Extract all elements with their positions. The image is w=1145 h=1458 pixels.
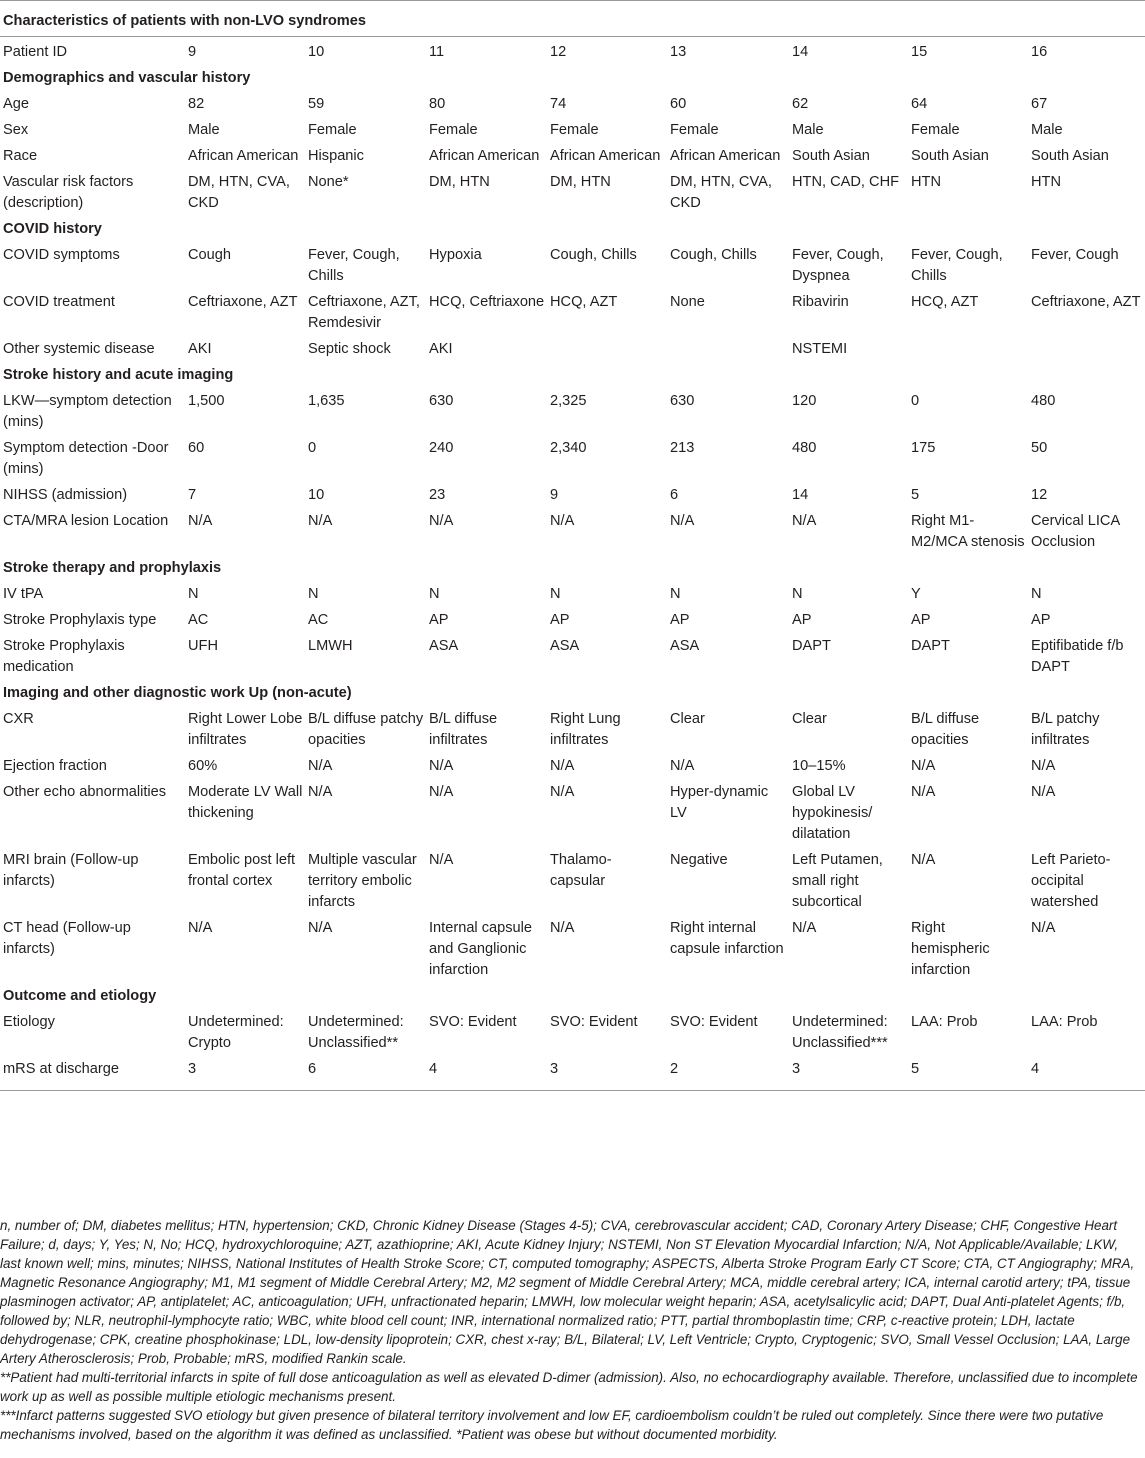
table-row (0, 117, 1145, 143)
table-cell: 5 (911, 487, 920, 503)
row-label: Sex (3, 122, 29, 138)
row-label: NIHSS (admission) (3, 487, 128, 503)
table-cell: African American (188, 148, 299, 164)
table-cell: AC (308, 612, 329, 628)
table-cell: South Asian (911, 148, 989, 164)
table-cell: African American (670, 148, 781, 164)
row-label: Ejection fraction (3, 758, 107, 774)
patient-id-cell: 10 (308, 44, 325, 60)
table-cell: Y (911, 586, 921, 602)
section-heading-row (0, 555, 1145, 581)
table-cell: Undetermined: Unclassified** (308, 1014, 404, 1051)
row-label: CTA/MRA lesion Location (3, 513, 169, 529)
table-row (0, 91, 1145, 117)
table-row (0, 915, 1145, 983)
table-cell: Ceftriaxone, AZT, Remdesivir (308, 294, 420, 331)
table-cell: DAPT (911, 638, 950, 654)
table-cell: N/A (550, 758, 575, 774)
table-cell: AKI (429, 341, 453, 357)
table-cell: Hispanic (308, 148, 364, 164)
table-cell: African American (429, 148, 540, 164)
table-cell: 4 (426, 1056, 547, 1091)
table-cell: Right internal capsule infarction (670, 920, 784, 957)
table-cell: N/A (550, 513, 575, 529)
row-label: Age (3, 96, 29, 112)
row-label: mRS at discharge (0, 1056, 185, 1091)
row-label: Symptom detection -Door (mins) (3, 440, 169, 477)
table-cell: ASA (429, 638, 459, 654)
table-cell: DM, HTN, CVA, CKD (670, 174, 772, 211)
table-row (0, 336, 1145, 362)
table-cell (1028, 336, 1145, 362)
table-cell: LMWH (308, 638, 353, 654)
table-cell: N/A (792, 513, 817, 529)
row-label: Other echo abnormalities (3, 784, 167, 800)
table-row (0, 706, 1145, 753)
table-cell: Cough, Chills (550, 247, 637, 263)
table-cell: AP (1031, 612, 1051, 628)
row-label: IV tPA (3, 586, 44, 602)
table-cell: Ceftriaxone, AZT (1031, 294, 1141, 310)
table-cell: Clear (670, 711, 705, 727)
patient-id-cell: 12 (550, 44, 567, 60)
section-heading-row (0, 983, 1145, 1009)
table-cell: DM, HTN (550, 174, 611, 190)
table-row (0, 753, 1145, 779)
table-cell: 480 (1031, 393, 1056, 409)
table-cell: SVO: Evident (670, 1014, 758, 1030)
table-cell: 50 (1031, 440, 1048, 456)
table-cell: 9 (550, 487, 559, 503)
table-cell: HTN, CAD, CHF (792, 174, 900, 190)
table-cell (667, 336, 789, 362)
table-cell: 23 (429, 487, 446, 503)
table-cell: SVO: Evident (429, 1014, 517, 1030)
row-label: LKW—symptom detection (mins) (3, 393, 172, 430)
row-label: MRI brain (Follow-up infarcts) (3, 852, 139, 889)
table-row (0, 143, 1145, 169)
table-cell: AP (550, 612, 570, 628)
table-cell: DAPT (792, 638, 831, 654)
table-cell: N (670, 586, 681, 602)
table-cell: AP (429, 612, 449, 628)
row-label: CXR (3, 711, 34, 727)
table-cell: 2,340 (550, 440, 587, 456)
table-cell: South Asian (1031, 148, 1109, 164)
table-cell: 10 (308, 487, 325, 503)
table-cell: HCQ, AZT (911, 294, 979, 310)
row-label: Other systemic disease (3, 341, 155, 357)
table-cell: 175 (911, 440, 936, 456)
table-cell: HTN (911, 174, 941, 190)
row-label: Patient ID (3, 44, 68, 60)
table-cell: N/A (429, 513, 454, 529)
table-cell: Global LV hypokinesis/ dilatation (792, 784, 873, 842)
table-cell: B/L diffuse infiltrates (429, 711, 498, 748)
table-cell: Right Lung infiltrates (550, 711, 621, 748)
row-label: Etiology (3, 1014, 55, 1030)
table-cell: ASA (670, 638, 700, 654)
table-cell: LAA: Prob (911, 1014, 978, 1030)
table-cell: 2,325 (550, 393, 587, 409)
table-cell: DM, HTN, CVA, CKD (188, 174, 290, 211)
table-cell: 80 (429, 96, 446, 112)
table-cell: 480 (792, 440, 817, 456)
table-cell: 3 (789, 1056, 908, 1091)
table-cell: 60% (188, 758, 218, 774)
row-label: Stroke Prophylaxis medication (3, 638, 125, 675)
table-cell: Male (188, 122, 220, 138)
table-cell: 240 (429, 440, 454, 456)
row-label: Race (3, 148, 38, 164)
table-cell: Fever, Cough, Chills (911, 247, 1003, 284)
table-cell: Right hemispheric infarction (911, 920, 990, 978)
table-cell: Female (550, 122, 599, 138)
table-cell: HCQ, Ceftriaxone (429, 294, 545, 310)
section-heading-row (0, 680, 1145, 706)
table-cell: 60 (188, 440, 205, 456)
table-cell: N (550, 586, 561, 602)
section-heading-row (0, 362, 1145, 388)
table-title-row (0, 1, 1145, 37)
table-cell: AP (911, 612, 931, 628)
table-cell: N/A (670, 513, 695, 529)
table-cell: 0 (911, 393, 920, 409)
table-cell: N/A (429, 758, 454, 774)
patient-id-cell: 13 (670, 44, 687, 60)
footnote-double-star: **Patient had multi-territorial infarcts in spite of full dose anticoagulation as well as elevated D-dimer (admission). Also, no echocardiography available. Therefore, unclassified due to incomplete work up as well as possible multiple etiologic mechanisms present. (0, 1370, 1138, 1404)
table-cell: Thalamo-capsular (550, 852, 612, 889)
table-cell: Hyper-dynamic LV (670, 784, 769, 821)
table-cell (908, 336, 1028, 362)
table-row (0, 435, 1145, 482)
table-cell: Clear (792, 711, 827, 727)
table-cell: N/A (308, 513, 333, 529)
table-row (0, 242, 1145, 289)
table-cell: South Asian (792, 148, 870, 164)
table-cell: B/L patchy infiltrates (1031, 711, 1100, 748)
table-cell: None* (308, 174, 349, 190)
table-cell: Internal capsule and Ganglionic infarction (429, 920, 533, 978)
row-label: Stroke Prophylaxis type (3, 612, 157, 628)
table-cell: Cough (188, 247, 232, 263)
table-cell: African American (550, 148, 661, 164)
table-cell: 0 (308, 440, 317, 456)
table-cell: 7 (188, 487, 197, 503)
table-cell: AP (792, 612, 812, 628)
table-cell: 14 (792, 487, 809, 503)
table-cell: 2 (667, 1056, 789, 1091)
table-cell: Right Lower Lobe infiltrates (188, 711, 303, 748)
table-cell: N/A (188, 920, 213, 936)
table-cell: 1,635 (308, 393, 345, 409)
table-cell: 64 (911, 96, 928, 112)
table-cell: N/A (911, 758, 936, 774)
table-cell: 3 (547, 1056, 667, 1091)
table-cell: 59 (308, 96, 325, 112)
table-cell: N (429, 586, 440, 602)
table-cell: Moderate LV Wall thickening (188, 784, 303, 821)
table-cell: Multiple vascular territory embolic infarcts (308, 852, 417, 910)
table-title: Characteristics of patients with non-LVO syndromes (0, 1, 1145, 37)
table-cell: None (670, 294, 705, 310)
table-cell: N/A (550, 784, 575, 800)
table-cell: Ceftriaxone, AZT (188, 294, 298, 310)
table-cell: 10–15% (792, 758, 846, 774)
table-cell: Left Putamen, small right subcortical (792, 852, 883, 910)
row-label: COVID symptoms (3, 247, 120, 263)
table-row (0, 1056, 1145, 1091)
table-cell: Fever, Cough, Dyspnea (792, 247, 884, 284)
table-cell: Fever, Cough (1031, 247, 1119, 263)
table-cell: Male (792, 122, 824, 138)
table-cell: Male (1031, 122, 1063, 138)
table-cell: 5 (908, 1056, 1028, 1091)
table-cell: 120 (792, 393, 817, 409)
table-cell: 630 (429, 393, 454, 409)
table-cell: Cough, Chills (670, 247, 757, 263)
table-cell: 6 (670, 487, 679, 503)
table-cell: N/A (550, 920, 575, 936)
table-cell: Female (670, 122, 719, 138)
table-cell: 6 (305, 1056, 426, 1091)
patient-id-cell: 15 (911, 44, 928, 60)
row-label: Vascular risk factors (description) (3, 174, 134, 211)
table-cell: Female (308, 122, 357, 138)
footnote-triple-star: ***Infarct patterns suggested SVO etiology but given presence of bilateral territory involvement and low EF, cardioembolism couldn’t be ruled out completely. Since there were two putative mechanisms involved, based on the algorithm it was defined as unclassified. *Patient was obese but without documented morbidity. (0, 1408, 1104, 1442)
patient-id-cell: 16 (1031, 44, 1048, 60)
table-row (0, 169, 1145, 216)
table-cell: 12 (1031, 487, 1048, 503)
table-cell: HTN (1031, 174, 1061, 190)
table-cell: Right M1-M2/MCA stenosis (911, 513, 1025, 550)
section-heading-row (0, 65, 1145, 91)
table-row (0, 388, 1145, 435)
table-cell: AP (670, 612, 690, 628)
section-heading-row (0, 216, 1145, 242)
table-footnotes (0, 1216, 1140, 1444)
table-cell: N/A (308, 758, 333, 774)
section-heading: Stroke history and acute imaging (3, 367, 234, 383)
patient-id-cell: 9 (188, 44, 197, 60)
table-cell: AC (188, 612, 209, 628)
table-cell: N/A (429, 784, 454, 800)
section-heading: COVID history (3, 221, 102, 237)
table-cell: 1,500 (188, 393, 225, 409)
table-cell: SVO: Evident (550, 1014, 638, 1030)
table-cell: 62 (792, 96, 809, 112)
table-cell: N/A (670, 758, 695, 774)
table-row (0, 289, 1145, 336)
table-cell: N/A (792, 920, 817, 936)
table-cell: HCQ, AZT (550, 294, 618, 310)
table-cell: Undetermined: Crypto (188, 1014, 284, 1051)
table-cell: B/L diffuse opacities (911, 711, 980, 748)
table-cell: N/A (308, 920, 333, 936)
table-cell: Left Parieto-occipital watershed (1031, 852, 1111, 910)
patient-id-cell: 14 (792, 44, 809, 60)
table-cell: N/A (1031, 784, 1056, 800)
table-cell: Eptifibatide f/b DAPT (1031, 638, 1124, 675)
table-cell: NSTEMI (792, 341, 848, 357)
table-cell: Female (911, 122, 960, 138)
table-cell: 67 (1031, 96, 1048, 112)
table-cell: ASA (550, 638, 580, 654)
section-heading: Demographics and vascular history (3, 70, 251, 86)
table-cell: N (308, 586, 319, 602)
table-row (0, 581, 1145, 607)
table-cell: N/A (1031, 920, 1056, 936)
table-cell: Female (429, 122, 478, 138)
table-row (0, 482, 1145, 508)
table-cell: 4 (1028, 1056, 1145, 1091)
table-cell: N/A (1031, 758, 1056, 774)
patient-id-row (0, 37, 1145, 66)
table-cell: N (188, 586, 199, 602)
row-label: CT head (Follow-up infarcts) (3, 920, 131, 957)
table-cell (547, 336, 667, 362)
table-cell: Ribavirin (792, 294, 849, 310)
table-cell: Embolic post left frontal cortex (188, 852, 296, 889)
table-cell: 630 (670, 393, 695, 409)
table-row (0, 779, 1145, 847)
table-cell: 3 (185, 1056, 305, 1091)
table-cell: 74 (550, 96, 567, 112)
table-cell: 213 (670, 440, 695, 456)
section-heading: Outcome and etiology (3, 988, 157, 1004)
table-cell: Cervical LICA Occlusion (1031, 513, 1120, 550)
table-cell: DM, HTN (429, 174, 490, 190)
footnote-abbreviations: n, number of; DM, diabetes mellitus; HTN, hypertension; CKD, Chronic Kidney Disease (Stages 4-5); CVA, cerebrovascular accident; CAD, Coronary Artery Disease; CHF, Congestive Heart Failure; d, days; Y, Yes; N, No; HCQ, hydroxychloroquine; AZT, azathioprine; AKI, Acute Kidney Injury; NSTEMI, Non ST Elevation Myocardial Infarction; N/A, Not Applicable/Available; LKW, last known well; mins, minutes; NIHSS, National Institutes of Health Stroke Score; CT, computed tomography; ASPECTS, Alberta Stroke Program Early CT Score; CTA, CT Angiography; MRA, Magnetic Resonance Angiography; M1, M1 segment of Middle Cerebral Artery; M2, M2 segment of Middle Cerebral Artery; MCA, middle cerebral artery; ICA, internal carotid artery; tPA, tissue plasminogen activator; AP, antiplatelet; AC, anticoagulation; UFH, unfractionated heparin; LMWH, low molecular weight heparin; ASA, acetylsalicylic acid; DAPT, Dual Anti-platelet Agents; f/b, followed by; NLR, neutrophil-lymphocyte ratio; WBC, white blood cell count; INR, international normalized ratio; PTT, partial thromboplastin time; CRP, c-reactive protein; LDH, lactate dehydrogenase; CPK, creatine phosphokinase; LDL, low-density lipoprotein; CXR, chest x-ray; B/L, Bilateral; LV, Left Ventricle; Crypto, Cryptogenic; SVO, Small Vessel Occlusion; LAA, Large Artery Atherosclerosis; Prob, Probable; mRS, modified Rankin scale. (0, 1218, 1135, 1366)
table-cell: N/A (911, 784, 936, 800)
table-cell: N (1031, 586, 1042, 602)
table-row (0, 1009, 1145, 1056)
table-cell: 82 (188, 96, 205, 112)
table-row (0, 508, 1145, 555)
table-cell: LAA: Prob (1031, 1014, 1098, 1030)
table-row (0, 607, 1145, 633)
table-cell: N/A (308, 784, 333, 800)
table-row (0, 633, 1145, 680)
table-cell: N (792, 586, 803, 602)
table-cell: N/A (911, 852, 936, 868)
table-cell: Septic shock (308, 341, 391, 357)
table-cell: 60 (670, 96, 687, 112)
patient-id-cell: 11 (429, 44, 445, 60)
table-cell: Negative (670, 852, 728, 868)
table-cell: Fever, Cough, Chills (308, 247, 400, 284)
table-cell: Hypoxia (429, 247, 482, 263)
section-heading: Stroke therapy and prophylaxis (3, 560, 222, 576)
table-cell: AKI (188, 341, 212, 357)
row-label: COVID treatment (3, 294, 115, 310)
table-row (0, 847, 1145, 915)
table-cell: N/A (188, 513, 213, 529)
table-cell: Undetermined: Unclassified*** (792, 1014, 888, 1051)
table-cell: B/L diffuse patchy opacities (308, 711, 424, 748)
table-cell: N/A (429, 852, 454, 868)
section-heading: Imaging and other diagnostic work Up (non-acute) (3, 685, 352, 701)
table-cell: UFH (188, 638, 218, 654)
